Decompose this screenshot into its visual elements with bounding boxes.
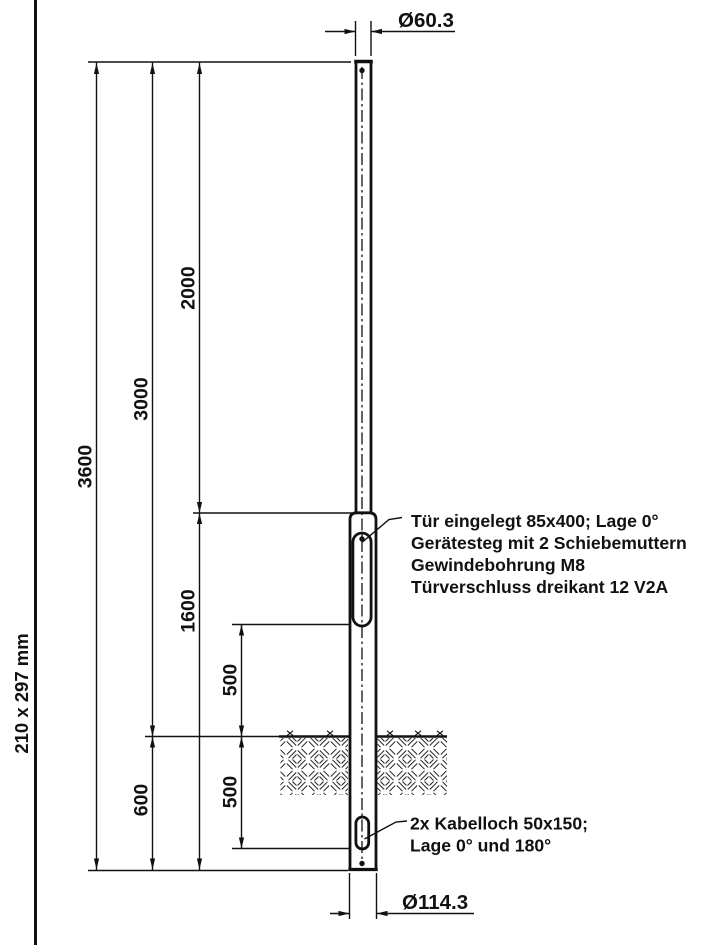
bottom-diameter-label: Ø114.3 [402,891,469,914]
dim-total-height: 3600 [74,444,97,489]
soil-hatch-right [378,738,448,795]
cable-note-line-1: 2x Kabelloch 50x150; [410,813,588,834]
door-note-text [411,511,687,597]
cable-note-line-2: Lage 0° und 180° [410,835,552,856]
top-diameter-arrows [345,29,383,34]
cable-note-text [410,814,588,856]
soil-hatch-left [281,738,349,795]
top-diameter-label: Ø60.3 [398,9,454,32]
dimension-arrowheads [94,63,244,870]
dim-ground-to-cable: 500 [219,775,242,809]
door-note-line-2: Gerätesteg mit 2 Schiebemuttern [411,533,687,553]
door-note-line-1: Tür eingelegt 85x400; Lage 0° [411,511,659,531]
door-note-line-4: Türverschluss dreikant 12 V2A [411,577,669,597]
bottom-diameter-arrows [339,911,388,916]
dim-door-to-ground: 500 [219,663,242,697]
dim-burial-depth: 600 [130,783,153,817]
pole-top-tube [354,61,373,513]
door-note-line-3: Gewindebohrung M8 [411,555,585,575]
dimension-lines [97,63,242,871]
sheet-format-note: 210 x 297 mm [11,633,32,754]
dim-upper-section: 2000 [177,266,200,310]
dim-height-above-ground: 3000 [130,377,153,421]
dim-lower-section: 1600 [177,589,200,633]
